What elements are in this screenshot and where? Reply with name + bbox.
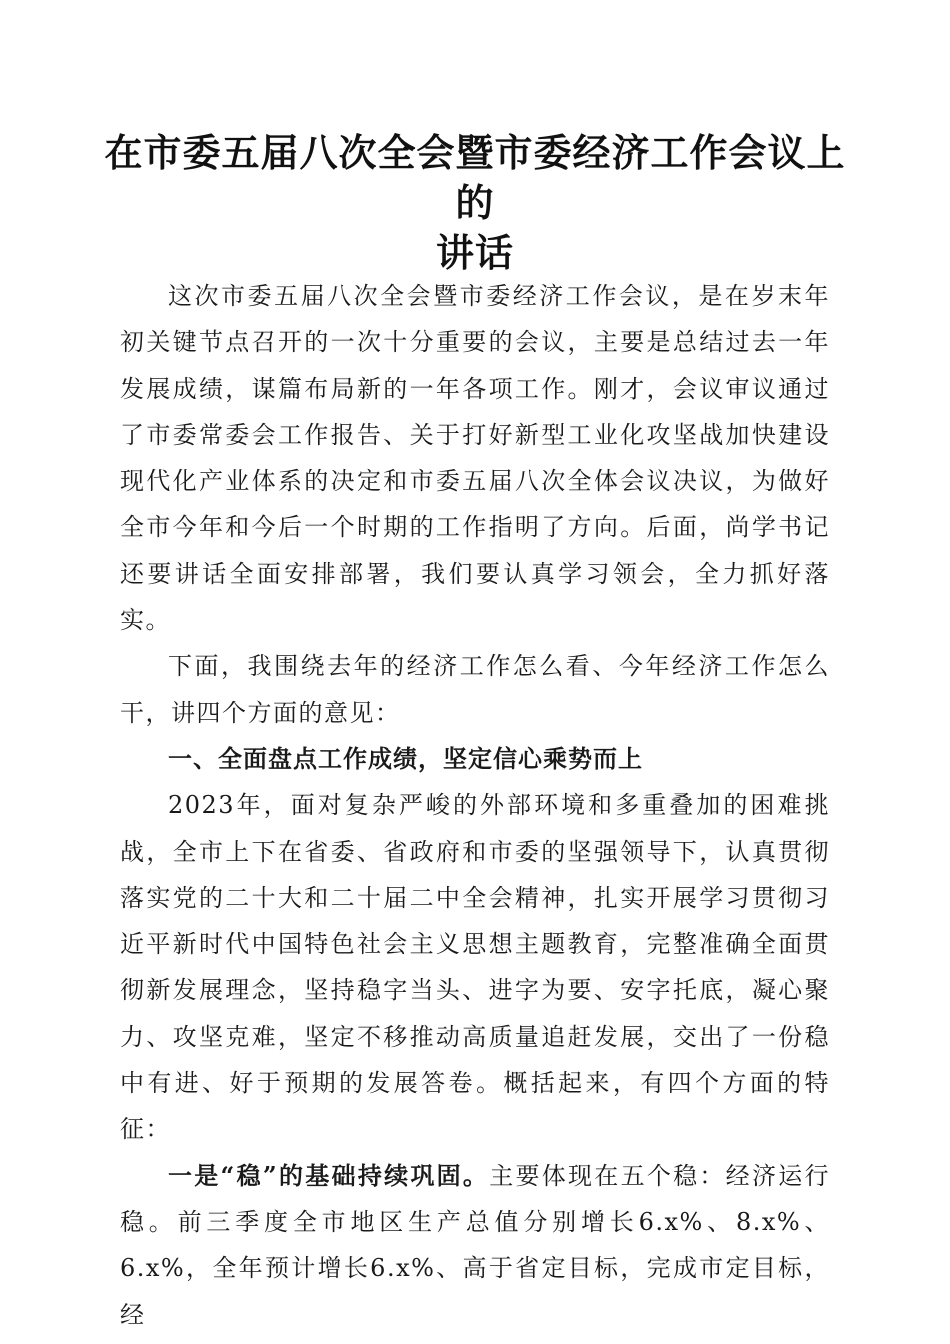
paragraph-opening: 这次市委五届八次全会暨市委经济工作会议，是在岁末年初关键节点召开的一次十分重要的会议，主要是总结过去一年发展成绩，谋篇布局新的一年各项工作。刚才，会议审议通过了市委常委会工作报告、关于打好新型工业化攻坚战加快建设现代化产业体系的决定和市委五届八次全体会议决议，为做好全市今年和今后一个时期的工作指明了方向。后面，尚学书记还要讲话全面安排部署，我们要认真学习领会，全力抓好落实。 (120, 282, 830, 635)
document-body (120, 273, 830, 1338)
paragraph-outline: 下面，我围绕去年的经济工作怎么看、今年经济工作怎么干，讲四个方面的意见： (120, 652, 830, 727)
section-heading-1: 一、全面盘点工作成绩，坚定信心乘势而上 (168, 744, 643, 773)
paragraph-stability-text: 主要体现在五个稳：经济运行稳。前三季度全市地区生产总值分别增长6.x%、8.x%、6.x%，全年预计增长6.x%、高于省定目标，完成市定目标，经 (120, 1161, 831, 1329)
document-title (100, 128, 850, 278)
paragraph-stability (120, 1153, 830, 1338)
document-title-line-2: 讲话 (435, 230, 514, 275)
document-title-line-1: 在市委五届八次全会暨市委经济工作会议上的 (104, 130, 846, 225)
paragraph-lead-phrase: 一是“稳”的基础持续巩固。 (168, 1160, 490, 1190)
paragraph-achievements: 2023年，面对复杂严峻的外部环境和多重叠加的困难挑战，全市上下在省委、省政府和市委的坚强领导下，认真贯彻落实党的二十大和二十届二中全会精神，扎实开展学习贯彻习近平新时代中国特色社会主义思想主题教育，完整准确全面贯彻新发展理念，坚持稳字当头、进字为要、安字托底，凝心聚力、攻坚克难，坚定不移推动高质量追赶发展，交出了一份稳中有进、好于预期的发展答卷。概括起来，有四个方面的特征： (120, 791, 830, 1144)
